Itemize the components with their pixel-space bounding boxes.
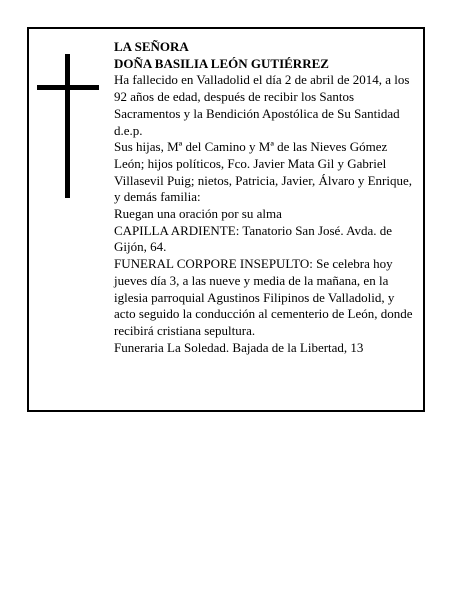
chapel-info: CAPILLA ARDIENTE: Tanatorio San José. Avda. de Gijón, 64.: [114, 222, 393, 255]
family-list: Sus hijas, Mª del Camino y Mª de las Nieves Gómez León; hijos políticos, Fco. Javier Mata Gil y Gabriel Villasevil Puig; nietos, Patricia, Javier, Álvaro y Enrique, y demás familia:: [114, 139, 412, 205]
prayer-request: Ruegan una oración por su alma: [114, 206, 282, 222]
latin-cross-icon: [37, 54, 99, 198]
death-announcement: Ha fallecido en Valladolid el día 2 de abril de 2014, a los 92 años de edad, después de recibir los Santos Sacramentos y la Bendición Apostólica de Su Santidad d.e.p.: [114, 72, 410, 138]
deceased-name: DOÑA BASILIA LEÓN GUTIÉRREZ: [114, 55, 329, 71]
deceased-title: LA SEÑORA: [114, 39, 189, 54]
funeral-info: FUNERAL CORPORE INSEPULTO: Se celebra hoy jueves día 3, a las nueve y media de la mañana, en la iglesia parroquial Agustinos Filipinos de Valladolid, y acto seguido la conducción al cementerio de León, donde recibirá cristiana sepultura.: [114, 256, 413, 338]
obituary-text: [114, 39, 416, 356]
cross-horizontal-bar: [37, 85, 99, 90]
cross-vertical-bar: [65, 54, 70, 198]
funeral-home-info: Funeraria La Soledad. Bajada de la Libertad, 13: [114, 339, 364, 355]
